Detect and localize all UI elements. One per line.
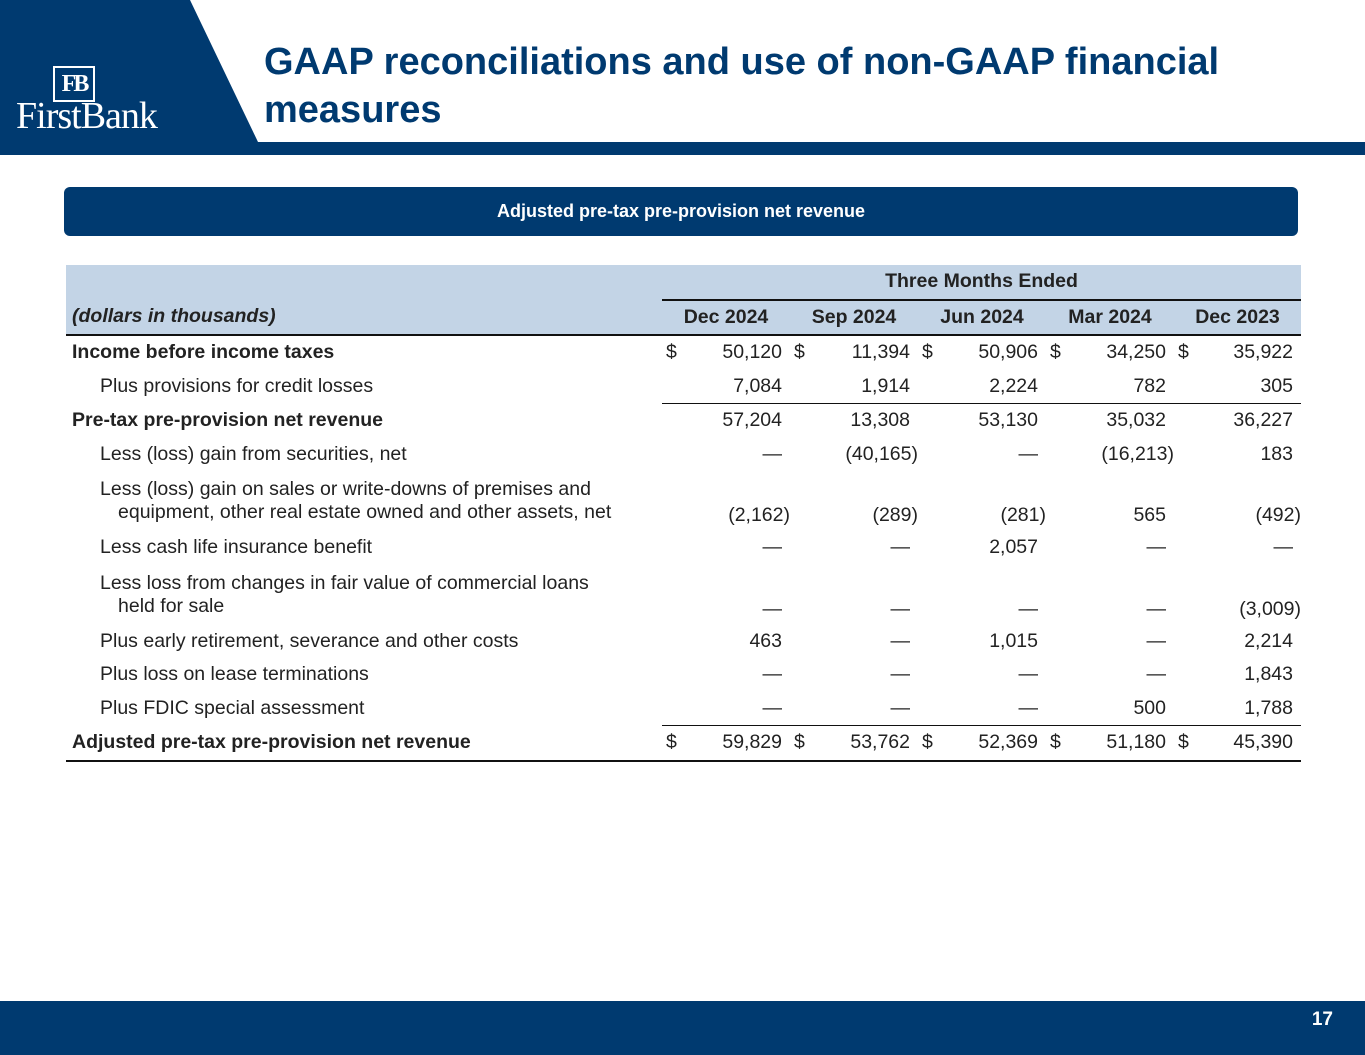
currency-symbol <box>1046 471 1076 531</box>
table-row <box>66 726 1301 761</box>
row-label <box>66 726 662 761</box>
cell-value: 500 <box>1133 696 1166 719</box>
currency-symbol: $ <box>922 341 933 364</box>
cell-value: — <box>762 663 782 686</box>
currency-symbol <box>790 625 820 659</box>
cell-value: 53,130 <box>948 404 1046 438</box>
cell-value: — <box>1018 597 1038 620</box>
cell-value: 1,914 <box>861 374 910 397</box>
cell-value: (289) <box>872 504 918 526</box>
cell-value: 50,120 <box>722 341 782 364</box>
row-label-text: Less (loss) gain on sales or write-downs of premises and <box>100 478 591 500</box>
cell-value: — <box>1146 663 1166 686</box>
row-label-text: Less (loss) gain from securities, net <box>100 442 407 465</box>
currency-symbol <box>1174 438 1204 472</box>
cell-value: (16,213) <box>1101 442 1174 465</box>
row-label-continuation: held for sale <box>118 594 225 617</box>
cell-value: 45,390 <box>1204 726 1301 761</box>
unit-label: (dollars in thousands) <box>66 300 662 336</box>
cell-value: 50,906 <box>978 341 1038 364</box>
cell-value: — <box>1146 536 1166 559</box>
table-body <box>66 335 1301 761</box>
period-header: Three Months Ended <box>662 265 1301 300</box>
cell-value: — <box>1018 696 1038 719</box>
currency-symbol <box>1046 404 1076 438</box>
currency-symbol: $ <box>1050 341 1061 364</box>
cell-value: 1,788 <box>1244 696 1293 719</box>
header-rule <box>0 142 1365 155</box>
column-header: Dec 2024 <box>662 300 790 336</box>
currency-symbol <box>790 370 820 404</box>
cell-value: 11,394 <box>851 341 910 364</box>
cell-value: 52,369 <box>948 726 1046 761</box>
cell-value: 13,308 <box>820 404 918 438</box>
currency-symbol <box>790 531 820 565</box>
currency-symbol <box>662 531 692 565</box>
currency-symbol <box>1174 404 1204 438</box>
cell-value: 59,829 <box>692 726 790 761</box>
cell-value: — <box>762 442 782 465</box>
currency-symbol <box>1174 471 1204 531</box>
cell-value: — <box>890 597 910 620</box>
currency-symbol <box>662 404 692 438</box>
cell-value: — <box>890 629 910 652</box>
cell-value: 565 <box>1133 504 1166 526</box>
table-row <box>66 625 1301 659</box>
cell-value: — <box>890 696 910 719</box>
table-header-row <box>66 265 1301 300</box>
table-row <box>66 404 1301 438</box>
cell-value: 1,843 <box>1244 663 1293 686</box>
cell-value: 57,204 <box>692 404 790 438</box>
column-header-row <box>66 300 1301 336</box>
cell-value: 35,032 <box>1076 404 1174 438</box>
cell-value: 53,762 <box>820 726 918 761</box>
currency-symbol <box>1174 565 1204 625</box>
currency-symbol: $ <box>662 726 692 761</box>
currency-symbol <box>662 625 692 659</box>
currency-symbol <box>662 658 692 692</box>
cell-value: 1,015 <box>989 629 1038 652</box>
row-label-text: Plus loss on lease terminations <box>100 663 369 686</box>
currency-symbol <box>1046 531 1076 565</box>
table-row <box>66 531 1301 565</box>
row-label-continuation: equipment, other real estate owned and other assets, net <box>118 501 612 523</box>
page-number: 17 <box>1311 1009 1333 1030</box>
row-label <box>66 625 662 659</box>
cell-value: 2,224 <box>989 374 1038 397</box>
column-header: Mar 2024 <box>1046 300 1174 336</box>
cell-value: — <box>890 536 910 559</box>
row-label <box>66 438 662 472</box>
currency-symbol <box>918 625 948 659</box>
column-header: Sep 2024 <box>790 300 918 336</box>
cell-value: 782 <box>1133 374 1166 397</box>
currency-symbol <box>662 471 692 531</box>
row-label <box>66 692 662 726</box>
currency-symbol: $ <box>1174 726 1204 761</box>
footer-bar <box>0 1001 1365 1055</box>
row-label-text: Adjusted pre-tax pre-provision net revenue <box>72 731 471 753</box>
currency-symbol <box>1046 438 1076 472</box>
cell-value: (2,162) <box>728 504 790 526</box>
currency-symbol: $ <box>666 341 677 364</box>
currency-symbol <box>662 438 692 472</box>
row-label-text: Plus provisions for credit losses <box>100 375 374 397</box>
currency-symbol <box>918 692 948 726</box>
currency-symbol <box>1046 692 1076 726</box>
currency-symbol <box>1174 531 1204 565</box>
row-label <box>66 471 662 531</box>
currency-symbol: $ <box>918 726 948 761</box>
currency-symbol <box>918 531 948 565</box>
cell-value: — <box>1146 629 1166 652</box>
firstbank-monogram-logo: FB <box>53 66 95 102</box>
table-row <box>66 370 1301 404</box>
currency-symbol <box>918 565 948 625</box>
page-title: GAAP reconciliations and use of non-GAAP financial measures <box>264 41 1220 131</box>
currency-symbol: $ <box>1046 726 1076 761</box>
currency-symbol <box>1046 370 1076 404</box>
currency-symbol <box>1046 625 1076 659</box>
cell-value: 7,084 <box>733 374 782 397</box>
cell-value: — <box>1018 663 1038 686</box>
row-label <box>66 531 662 565</box>
table-row <box>66 471 1301 531</box>
firstbank-wordmark-logo: FirstBank <box>16 95 157 137</box>
table-row <box>66 658 1301 692</box>
cell-value: — <box>762 536 782 559</box>
column-header: Dec 2023 <box>1174 300 1301 336</box>
currency-symbol <box>1046 658 1076 692</box>
currency-symbol: $ <box>794 341 805 364</box>
currency-symbol <box>790 438 820 472</box>
cell-value: 463 <box>749 629 782 652</box>
row-label <box>66 335 662 370</box>
currency-symbol <box>790 471 820 531</box>
currency-symbol <box>1174 658 1204 692</box>
row-label-text: Plus FDIC special assessment <box>100 697 365 719</box>
cell-value: (3,009) <box>1239 597 1301 620</box>
currency-symbol <box>1046 565 1076 625</box>
row-label-text: Pre-tax pre-provision net revenue <box>72 409 384 431</box>
cell-value: 305 <box>1260 374 1293 397</box>
currency-symbol <box>918 370 948 404</box>
currency-symbol <box>662 370 692 404</box>
cell-value: 36,227 <box>1204 404 1301 438</box>
currency-symbol: $ <box>1178 341 1189 364</box>
cell-value: — <box>1146 597 1166 620</box>
row-label <box>66 565 662 625</box>
cell-value: 183 <box>1260 442 1293 465</box>
currency-symbol <box>1174 625 1204 659</box>
column-header: Jun 2024 <box>918 300 1046 336</box>
currency-symbol <box>790 692 820 726</box>
currency-symbol <box>918 404 948 438</box>
cell-value: 34,250 <box>1106 341 1166 364</box>
cell-value: — <box>890 663 910 686</box>
cell-value: — <box>762 696 782 719</box>
row-label <box>66 658 662 692</box>
cell-value: 2,214 <box>1244 629 1293 652</box>
cell-value: (281) <box>1000 504 1046 526</box>
currency-symbol <box>662 565 692 625</box>
table-row <box>66 565 1301 625</box>
currency-symbol <box>918 471 948 531</box>
row-label-text: Income before income taxes <box>72 341 335 364</box>
row-label-text: Less loss from changes in fair value of commercial loans <box>100 571 589 594</box>
row-label <box>66 404 662 438</box>
cell-value: — <box>1273 536 1293 559</box>
table-row <box>66 335 1301 370</box>
cell-value: 51,180 <box>1076 726 1174 761</box>
cell-value: 2,057 <box>989 536 1038 559</box>
currency-symbol <box>790 404 820 438</box>
currency-symbol <box>790 658 820 692</box>
currency-symbol <box>918 438 948 472</box>
cell-value: — <box>1018 442 1038 465</box>
table-row <box>66 692 1301 726</box>
row-label <box>66 370 662 404</box>
currency-symbol: $ <box>790 726 820 761</box>
currency-symbol <box>1174 370 1204 404</box>
cell-value: (40,165) <box>845 442 918 465</box>
cell-value: 35,922 <box>1233 341 1293 364</box>
reconciliation-table <box>66 265 1301 762</box>
row-label-text: Plus early retirement, severance and other costs <box>100 629 519 652</box>
currency-symbol <box>790 565 820 625</box>
cell-value: — <box>762 597 782 620</box>
currency-symbol <box>1174 692 1204 726</box>
currency-symbol <box>918 658 948 692</box>
cell-value: (492) <box>1255 504 1301 526</box>
currency-symbol <box>662 692 692 726</box>
table-row <box>66 438 1301 472</box>
section-banner: Adjusted pre-tax pre-provision net revenue <box>64 187 1298 236</box>
row-label-text: Less cash life insurance benefit <box>100 536 373 559</box>
